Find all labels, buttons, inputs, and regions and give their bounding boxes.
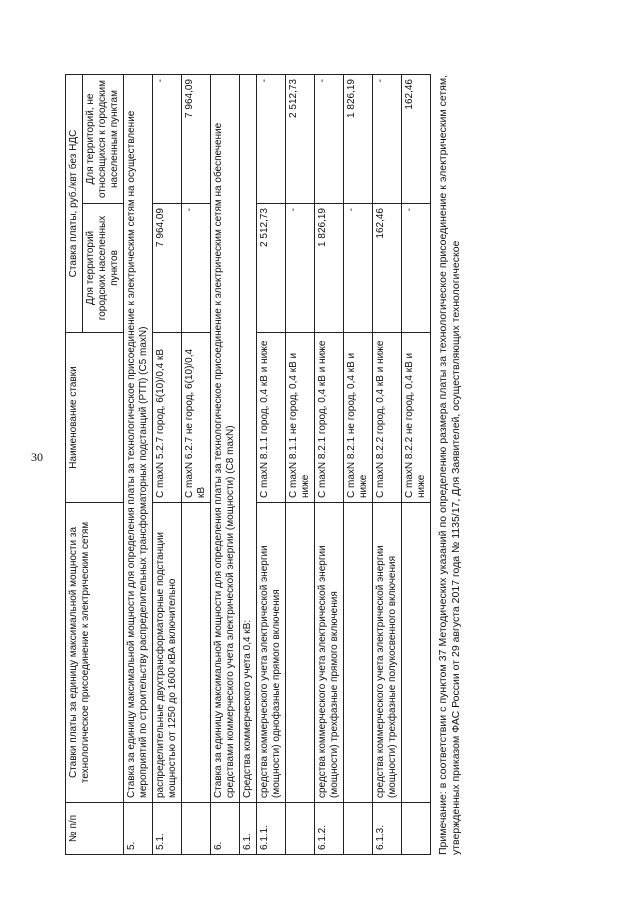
row-section-text: Ставка за единицу максимальной мощности для определения платы за технологическое присоединение к электрическим сетям на обеспечение средствами коммерческого учета электрической энергии (мощности) (С8 maxN) — [211, 75, 240, 803]
page-number: 30 — [31, 450, 43, 464]
rate-rural: - — [257, 75, 286, 204]
table-row — [257, 75, 286, 855]
row-description: средства коммерческого учета электрической энергии (мощности) трехфазные полукосвенного включения — [373, 503, 402, 803]
row-number — [182, 803, 211, 855]
row-number: 5.1. — [153, 803, 182, 855]
rate-rural: 2 512,73 — [286, 75, 315, 204]
row-description — [402, 503, 431, 803]
rate-name: C maxN 8.1.1 не город, 0,4 кВ и ниже — [286, 333, 315, 503]
rate-urban: - — [402, 204, 431, 333]
table-row — [240, 75, 257, 855]
rate-rural: - — [153, 75, 182, 204]
row-section-text: Ставка за единицу максимальной мощности для определения платы за технологическое присоединение к электрическим сетям на осуществление мероприятий по строительству распределительных трансформаторных подстанций (РТП) (С5 maxN) — [124, 75, 153, 803]
table-row — [344, 75, 373, 855]
table-row — [124, 75, 153, 855]
row-description — [182, 503, 211, 803]
row-description — [286, 503, 315, 803]
header-num: № п/п — [66, 803, 124, 855]
rate-name: C maxN 6.2.7 не город, 6(10)/0,4 кВ — [182, 333, 211, 503]
rate-urban: 162,46 — [373, 204, 402, 333]
row-description — [344, 503, 373, 803]
header-urban: Для территорий городских населенных пунктов — [83, 204, 124, 333]
row-description: средства коммерческого учета электрической энергии (мощности) трехфазные прямого включения — [315, 503, 344, 803]
rate-rural: 7 964,09 — [182, 75, 211, 204]
rate-name: C maxN 8.2.2 город, 0,4 кВ и ниже — [373, 333, 402, 503]
rotated-sheet — [65, 55, 585, 855]
footnote: Примечание: в соответствии с пунктом 37 Методических указаний по определению размера платы за технологическое присоединение к электрическим сетям, утвержденных приказом ФАС России от 29 августа 2017 года № 1135/17, Для Заявителей, осуществляющих технологическое — [437, 75, 462, 855]
table-row — [402, 75, 431, 855]
rate-urban: 1 826,19 — [315, 204, 344, 333]
rate-rural: 1 826,19 — [344, 75, 373, 204]
rates-table — [65, 74, 431, 855]
row-number: 6.1.2. — [315, 803, 344, 855]
row-section-text: Средства коммерческого учета 0,4 кВ: — [240, 75, 257, 803]
row-number: 6. — [211, 803, 240, 855]
rate-name: C maxN 8.2.1 не город, 0,4 кВ и ниже — [344, 333, 373, 503]
rate-urban: 2 512,73 — [257, 204, 286, 333]
rate-name: C maxN 8.2.2 не город, 0,4 кВ и ниже — [402, 333, 431, 503]
header-fee: Ставка платы, руб./квт без НДС — [66, 75, 83, 333]
header-name: Наименование ставки — [66, 333, 124, 503]
rate-urban: - — [182, 204, 211, 333]
rate-name: C maxN 5.2.7 город, 6(10)/0,4 кВ — [153, 333, 182, 503]
table-row — [153, 75, 182, 855]
row-description: распределительные двухтрансформаторные подстанции мощностью от 1250 до 1600 кВА включительно — [153, 503, 182, 803]
row-number — [402, 803, 431, 855]
header-rate: Ставки платы за единицу максимальной мощности за технологическое присоединение к электрическим сетям — [66, 503, 124, 803]
table-row — [373, 75, 402, 855]
row-number: 6.1.1. — [257, 803, 286, 855]
table-row — [182, 75, 211, 855]
rate-rural: - — [315, 75, 344, 204]
rate-rural: 162,46 — [402, 75, 431, 204]
table-row — [286, 75, 315, 855]
table-row — [315, 75, 344, 855]
row-number: 6.1. — [240, 803, 257, 855]
row-description: средства коммерческого учета электрической энергии (мощности) однофазные прямого включения — [257, 503, 286, 803]
row-number — [344, 803, 373, 855]
header-rural: Для территорий, не относящихся к городским населенным пунктам — [83, 75, 124, 204]
rate-name: C maxN 8.1.1 город, 0,4 кВ и ниже — [257, 333, 286, 503]
rate-name: C maxN 8.2.1 город, 0,4 кВ и ниже — [315, 333, 344, 503]
rate-urban: - — [286, 204, 315, 333]
row-number: 6.1.3. — [373, 803, 402, 855]
rate-rural: - — [373, 75, 402, 204]
row-number: 5. — [124, 803, 153, 855]
table-row — [211, 75, 240, 855]
rate-urban: - — [344, 204, 373, 333]
rate-urban: 7 964,09 — [153, 204, 182, 333]
row-number — [286, 803, 315, 855]
